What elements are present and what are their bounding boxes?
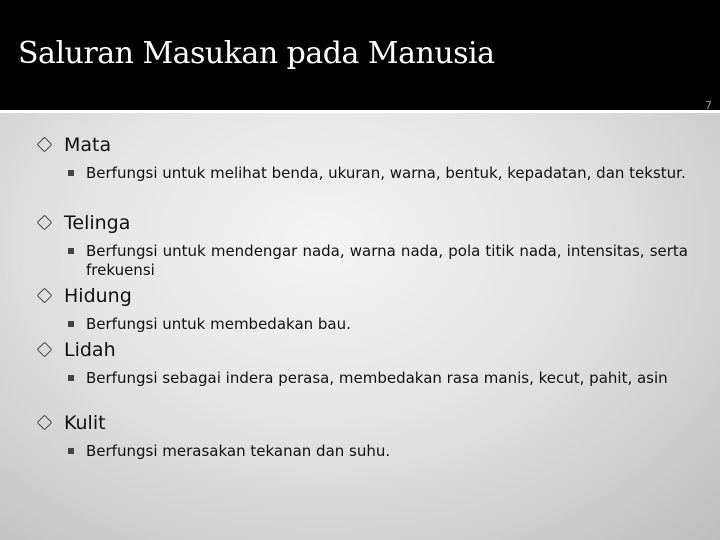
square-bullet-icon [68,248,74,254]
title-divider [0,110,720,113]
topic-mata [38,132,688,210]
topic-kulit [38,410,688,464]
page-number: 7 [705,99,712,112]
topic-heading: Kulit [64,412,106,434]
topic-detail [64,164,688,183]
topic-heading: Hidung [64,285,132,307]
topic-detail-text: Berfungsi sebagai indera perasa, membedakan rasa manis, kecut, pahit, asin [86,369,668,387]
topic-detail [64,315,688,334]
topic-telinga [38,210,688,283]
topic-detail [64,242,688,280]
topic-heading: Telinga [64,212,131,234]
diamond-bullet-icon [37,342,53,358]
topic-heading: Lidah [64,339,116,361]
square-bullet-icon [68,448,74,454]
topic-hidung [38,283,688,337]
diamond-bullet-icon [37,137,53,153]
square-bullet-icon [68,321,74,327]
bullet-list [38,132,688,464]
diamond-bullet-icon [37,215,53,231]
topic-detail-text: Berfungsi untuk mendengar nada, warna nada, pola titik nada, intensitas, serta frekuensi [86,242,688,279]
topic-detail [64,442,688,461]
topic-detail-text: Berfungsi untuk membedakan bau. [86,315,351,333]
topic-detail [64,369,688,388]
diamond-bullet-icon [37,415,53,431]
title-bar [0,0,720,110]
topic-detail-text: Berfungsi untuk melihat benda, ukuran, warna, bentuk, kepadatan, dan tekstur. [86,164,686,182]
topic-heading: Mata [64,134,112,156]
topic-lidah [38,337,688,410]
slide-title: Saluran Masukan pada Manusia [18,36,495,71]
square-bullet-icon [68,375,74,381]
topic-detail-text: Berfungsi merasakan tekanan dan suhu. [86,442,391,460]
diamond-bullet-icon [37,288,53,304]
square-bullet-icon [68,170,74,176]
